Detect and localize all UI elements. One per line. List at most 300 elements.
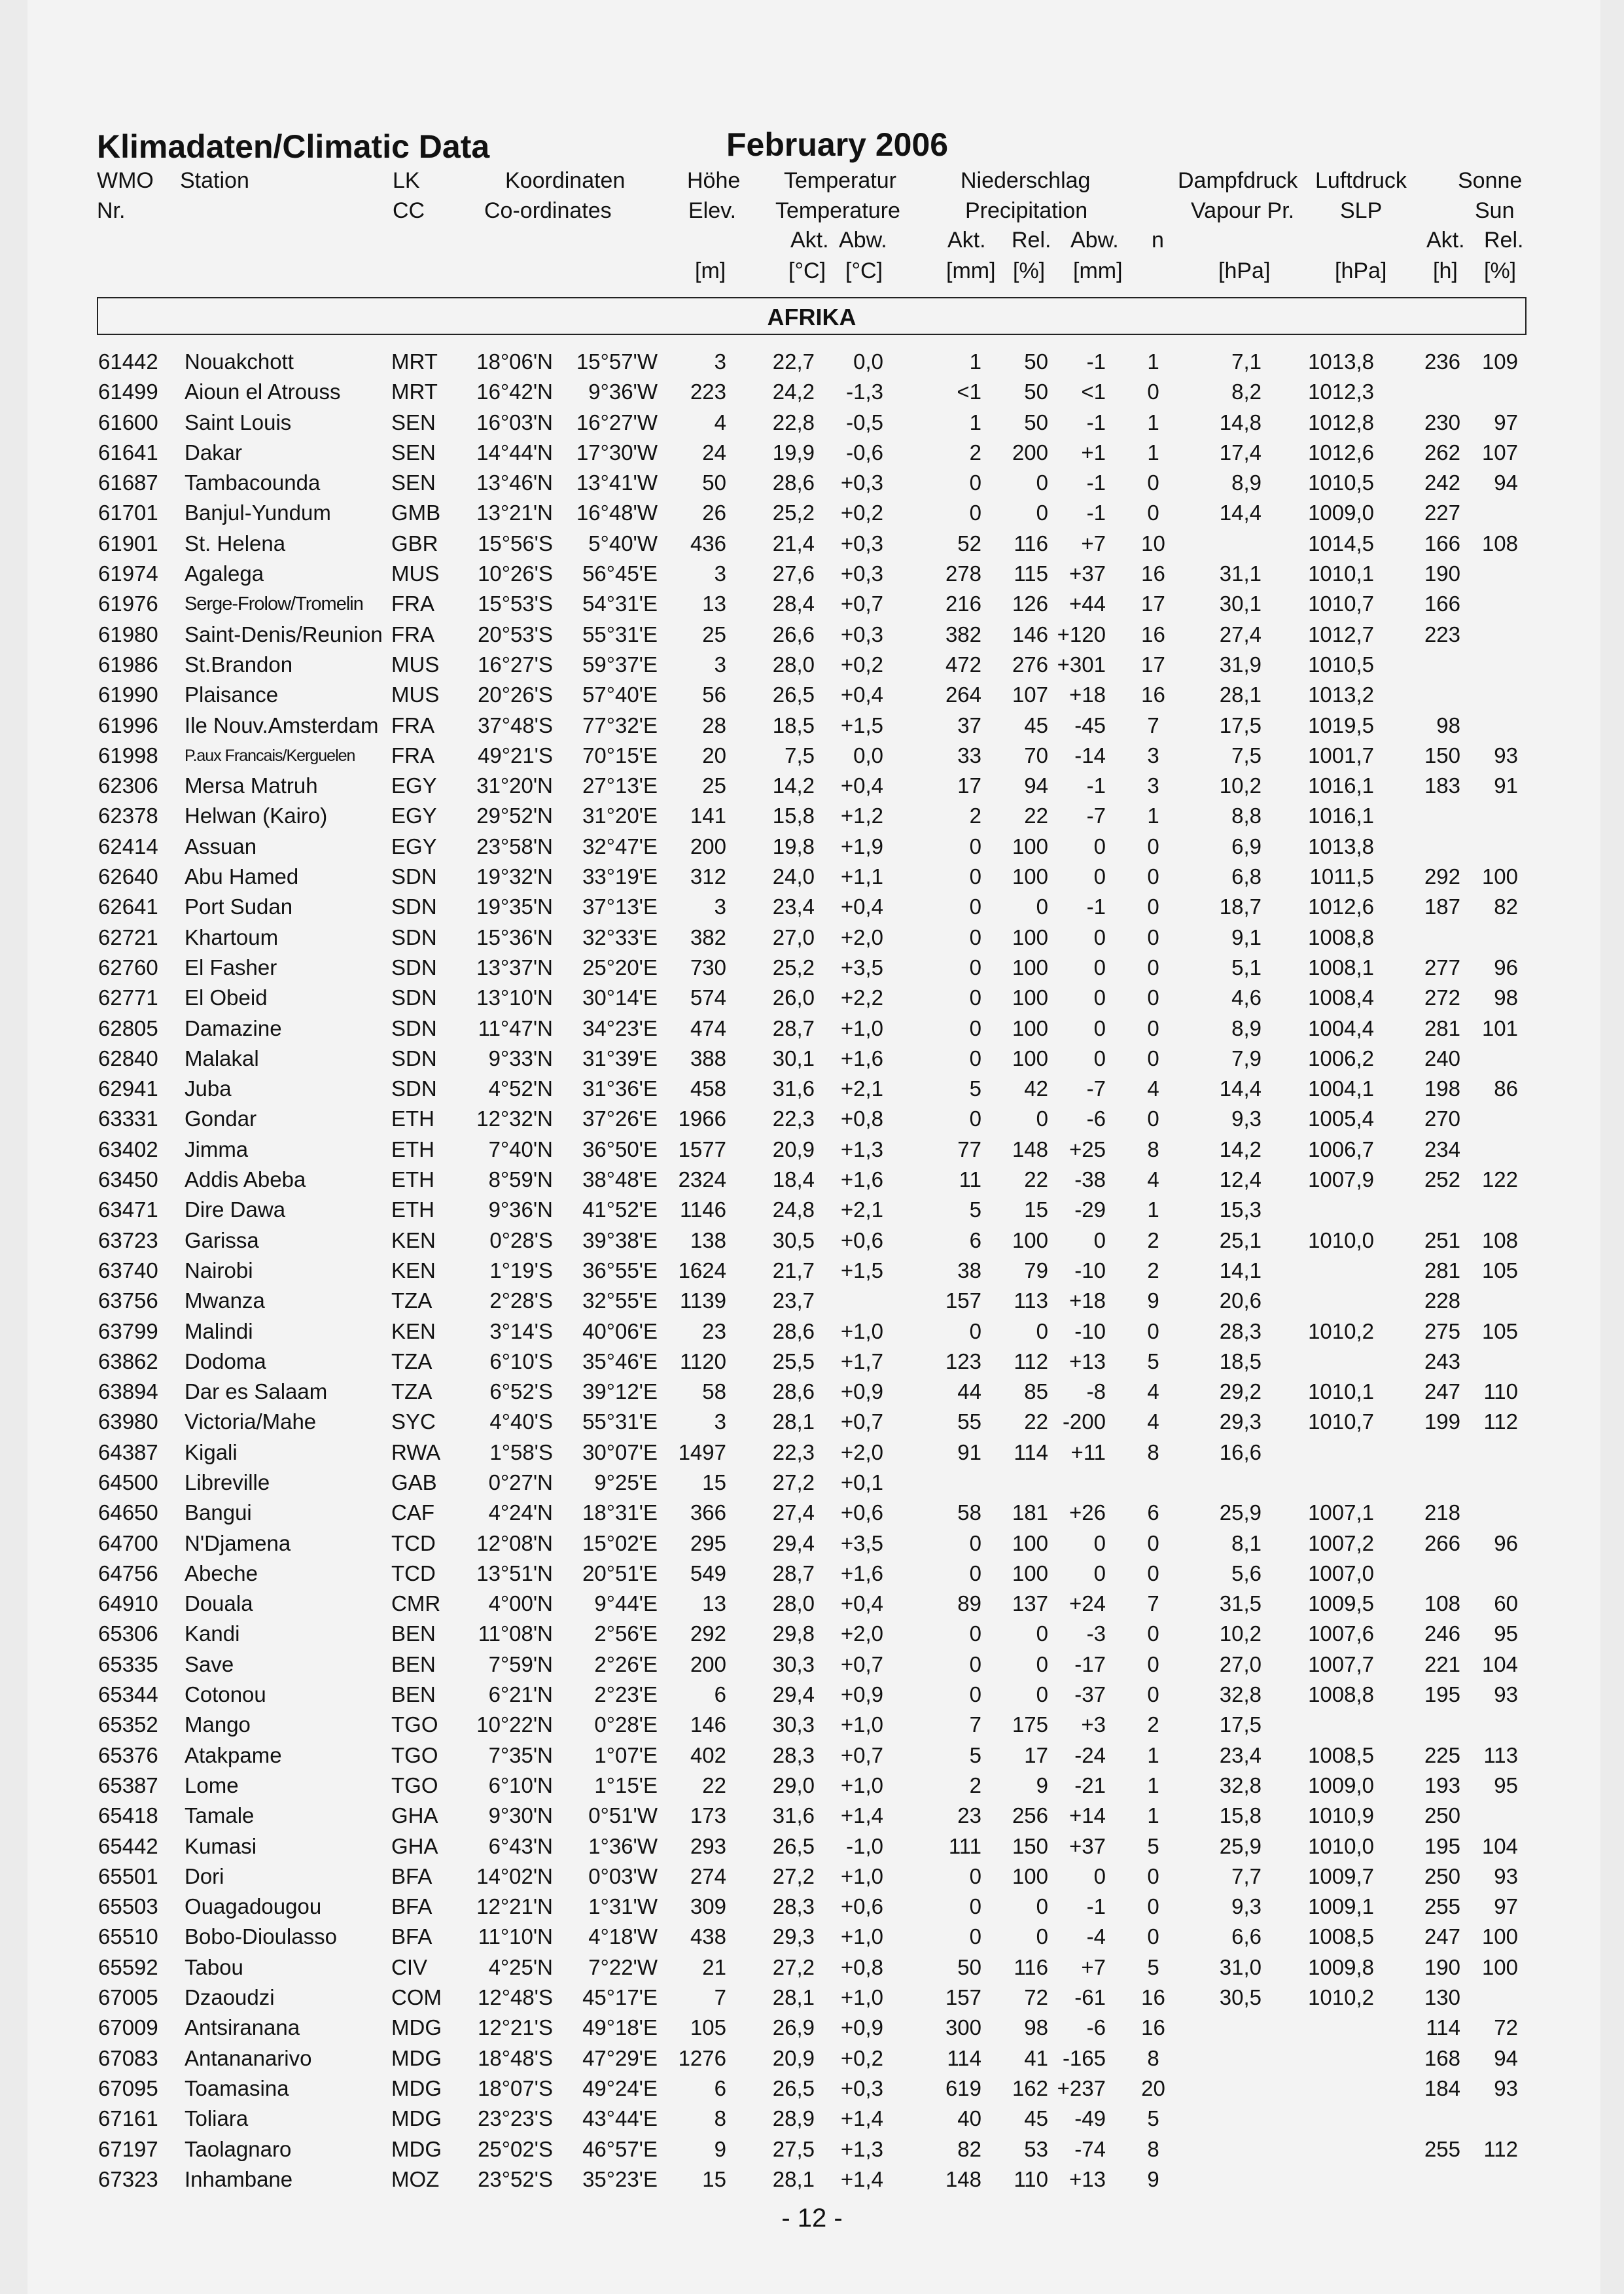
cell-lat: 7°40'N [488, 1137, 553, 1161]
cell-pa: +37 [1069, 561, 1106, 586]
cell-t: 28,0 [772, 1591, 815, 1616]
cell-slp: 1010,2 [1308, 1985, 1374, 2010]
cell-wmo: 64910 [98, 1591, 158, 1616]
cell-station: Antananarivo [185, 2045, 312, 2070]
cell-wmo: 62805 [98, 1015, 158, 1040]
cell-pr: 45 [1024, 713, 1048, 737]
cell-vp: 25,9 [1219, 1500, 1262, 1525]
table-row [0, 589, 1624, 619]
cell-cc: SDN [391, 864, 437, 889]
cell-p: 33 [957, 743, 981, 768]
cell-lat: 4°52'N [488, 1076, 553, 1101]
cell-vp: 7,7 [1231, 1863, 1262, 1888]
cell-p: 0 [969, 955, 981, 979]
cell-p: 0 [969, 1046, 981, 1070]
cell-vp: 14,1 [1219, 1258, 1262, 1282]
cell-slp: 1010,0 [1308, 1227, 1374, 1252]
cell-lat: 7°35'N [488, 1742, 553, 1767]
cell-slp: 1007,9 [1308, 1167, 1374, 1192]
cell-p: 0 [969, 1530, 981, 1555]
cell-station: Cotonou [185, 1682, 266, 1707]
cell-sun: 187 [1424, 894, 1460, 919]
cell-n: 0 [1147, 1924, 1159, 1949]
cell-vp: 30,1 [1219, 591, 1262, 616]
cell-lon: 59°37'E [582, 652, 658, 677]
cell-n: 1 [1147, 410, 1159, 434]
cell-ta: +1,1 [840, 864, 883, 889]
cell-cc: FRA [391, 622, 434, 646]
cell-sun: 247 [1424, 1924, 1460, 1949]
hdr-wmo: WMO [97, 168, 154, 193]
cell-vp: 17,5 [1219, 713, 1262, 737]
cell-wmo: 62760 [98, 955, 158, 979]
cell-lon: 31°20'E [582, 803, 658, 828]
cell-sr: 100 [1481, 1954, 1518, 1979]
cell-sr: 105 [1481, 1258, 1518, 1282]
cell-lat: 15°36'N [476, 925, 553, 949]
cell-lat: 12°48'S [478, 1985, 553, 2010]
table-row [0, 862, 1624, 892]
cell-wmo: 65592 [98, 1954, 158, 1979]
cell-lat: 1°19'S [489, 1258, 553, 1282]
cell-cc: COM [391, 1985, 442, 2010]
cell-pr: 17 [1024, 1742, 1048, 1767]
cell-sr: 108 [1481, 1227, 1518, 1252]
cell-wmo: 67161 [98, 2106, 158, 2131]
cell-pr: 53 [1024, 2136, 1048, 2161]
cell-pa: -61 [1074, 1985, 1106, 2010]
cell-cc: TGO [391, 1712, 438, 1737]
cell-ta: +0,8 [840, 1954, 883, 1979]
cell-cc: MDG [391, 2075, 442, 2100]
table-row [0, 1256, 1624, 1286]
cell-vp: 23,4 [1219, 1742, 1262, 1767]
hdr-temp-de: Temperatur [784, 168, 896, 193]
cell-n: 8 [1147, 2045, 1159, 2070]
cell-sr: 93 [1494, 743, 1518, 768]
cell-t: 19,9 [772, 440, 815, 465]
cell-wmo: 67009 [98, 2015, 158, 2040]
cell-ta: +0,3 [840, 622, 883, 646]
cell-n: 5 [1147, 2106, 1159, 2131]
cell-lat: 7°59'N [488, 1651, 553, 1676]
cell-ta: +0,9 [840, 1379, 883, 1404]
cell-elev: 292 [690, 1621, 726, 1646]
cell-pr: 116 [1014, 1954, 1048, 1979]
cell-elev: 26 [702, 501, 726, 525]
table-row [0, 1710, 1624, 1740]
cell-station: Abu Hamed [185, 864, 299, 889]
cell-elev: 50 [702, 470, 726, 495]
cell-pa: +7 [1081, 531, 1106, 556]
cell-t: 28,3 [772, 1894, 815, 1919]
cell-cc: BEN [391, 1682, 436, 1707]
cell-sr: 109 [1481, 349, 1518, 374]
cell-lon: 9°44'E [594, 1591, 658, 1616]
cell-wmo: 63471 [98, 1197, 158, 1222]
table-row [0, 1922, 1624, 1952]
cell-slp: 1010,5 [1308, 652, 1374, 677]
cell-station: Victoria/Mahe [185, 1409, 317, 1434]
cell-p: 0 [969, 501, 981, 525]
cell-wmo: 65510 [98, 1924, 158, 1949]
cell-lat: 18°07'S [478, 2075, 553, 2100]
hdr-akt-s: Akt. [1426, 228, 1465, 253]
cell-sun: 281 [1424, 1015, 1460, 1040]
cell-cc: TGO [391, 1742, 438, 1767]
cell-pr: 100 [1012, 1015, 1048, 1040]
cell-p: 7 [969, 1712, 981, 1737]
cell-n: 5 [1147, 1954, 1159, 1979]
cell-lat: 49°21'S [478, 743, 553, 768]
cell-ta: 0,0 [853, 743, 883, 768]
cell-sr: 97 [1494, 1894, 1518, 1919]
cell-station: Port Sudan [185, 894, 293, 919]
cell-slp: 1007,7 [1308, 1651, 1374, 1676]
cell-ta: +0,3 [840, 2075, 883, 2100]
cell-slp: 1010,1 [1308, 1379, 1374, 1404]
table-row [0, 650, 1624, 680]
cell-station: Kigali [185, 1439, 238, 1464]
cell-lat: 13°46'N [476, 470, 553, 495]
cell-lat: 9°36'N [488, 1197, 553, 1222]
table-row [0, 1983, 1624, 2013]
cell-elev: 1146 [680, 1197, 726, 1222]
cell-t: 30,5 [772, 1227, 815, 1252]
cell-pa: 0 [1093, 1561, 1106, 1585]
cell-slp: 1012,6 [1308, 894, 1374, 919]
table-row [0, 1619, 1624, 1649]
cell-ta: +1,4 [840, 2166, 883, 2191]
cell-cc: TZA [391, 1288, 432, 1313]
cell-wmo: 61980 [98, 622, 158, 646]
cell-wmo: 61600 [98, 410, 158, 434]
table-row [0, 529, 1624, 559]
cell-lat: 31°20'N [476, 773, 553, 798]
cell-pa: 0 [1093, 1046, 1106, 1070]
cell-elev: 3 [714, 894, 726, 919]
hdr-koord: Koordinaten [505, 168, 626, 193]
table-row [0, 1862, 1624, 1892]
cell-lon: 35°23'E [582, 2166, 658, 2191]
cell-ta: +1,6 [840, 1561, 883, 1585]
cell-sun: 108 [1424, 1591, 1460, 1616]
table-row [0, 1680, 1624, 1710]
cell-pr: 146 [1012, 622, 1048, 646]
cell-pr: 256 [1012, 1803, 1048, 1828]
cell-sun: 227 [1424, 501, 1460, 525]
cell-lat: 23°23'S [478, 2106, 553, 2131]
cell-slp: 1019,5 [1308, 713, 1374, 737]
cell-ta: +0,3 [840, 470, 883, 495]
cell-slp: 1010,5 [1308, 470, 1374, 495]
cell-pr: 113 [1014, 1288, 1048, 1313]
cell-cc: BFA [391, 1924, 432, 1949]
cell-vp: 8,1 [1231, 1530, 1262, 1555]
cell-lat: 4°40'S [489, 1409, 553, 1434]
cell-sr: 113 [1483, 1742, 1518, 1767]
cell-wmo: 61687 [98, 470, 158, 495]
cell-wmo: 61976 [98, 591, 158, 616]
table-row [0, 1195, 1624, 1225]
cell-pa: -6 [1086, 2015, 1106, 2040]
cell-n: 17 [1141, 591, 1165, 616]
cell-sun: 272 [1424, 985, 1460, 1010]
cell-lon: 27°13'E [582, 773, 658, 798]
cell-sr: 93 [1494, 2075, 1518, 2100]
cell-sun: 230 [1424, 410, 1460, 434]
cell-lat: 16°03'N [476, 410, 553, 434]
cell-pa: -165 [1062, 2045, 1106, 2070]
cell-p: 1 [969, 410, 981, 434]
cell-pa: -29 [1074, 1197, 1106, 1222]
cell-sun: 234 [1424, 1137, 1460, 1161]
table-row [0, 1589, 1624, 1619]
cell-station: Banjul-Yundum [185, 501, 331, 525]
cell-p: 0 [969, 864, 981, 889]
cell-p: 0 [969, 1682, 981, 1707]
cell-elev: 13 [702, 591, 726, 616]
cell-vp: 6,8 [1231, 864, 1262, 889]
cell-t: 20,9 [772, 2045, 815, 2070]
cell-lat: 19°35'N [476, 894, 553, 919]
cell-station: Mango [185, 1712, 251, 1737]
table-row [0, 953, 1624, 983]
cell-lat: 14°44'N [476, 440, 553, 465]
cell-lon: 2°26'E [594, 1651, 658, 1676]
cell-lon: 31°36'E [582, 1076, 658, 1101]
cell-wmo: 61701 [98, 501, 158, 525]
table-row [0, 620, 1624, 650]
cell-sr: 97 [1494, 410, 1518, 434]
cell-t: 26,5 [772, 2075, 815, 2100]
cell-cc: ETH [391, 1106, 434, 1131]
cell-station: Mersa Matruh [185, 773, 318, 798]
cell-station: Toamasina [185, 2075, 289, 2100]
cell-ta: +0,7 [840, 591, 883, 616]
cell-vp: 31,0 [1219, 1954, 1262, 1979]
cell-elev: 7 [714, 1985, 726, 2010]
cell-vp: 10,2 [1219, 773, 1262, 798]
cell-cc: TCD [391, 1530, 436, 1555]
cell-elev: 20 [702, 743, 726, 768]
cell-sr: 95 [1494, 1773, 1518, 1797]
cell-lat: 12°08'N [476, 1530, 553, 1555]
cell-n: 7 [1147, 1591, 1159, 1616]
cell-pa: 0 [1093, 985, 1106, 1010]
cell-pa: -7 [1086, 803, 1106, 828]
cell-n: 16 [1141, 682, 1165, 707]
cell-p: 11 [959, 1167, 981, 1192]
cell-pr: 0 [1036, 1318, 1048, 1343]
cell-elev: 6 [714, 1682, 726, 1707]
cell-lon: 49°24'E [582, 2075, 658, 2100]
hdr-n: n [1152, 228, 1164, 253]
cell-lat: 16°42'N [476, 379, 553, 404]
cell-slp: 1013,2 [1308, 682, 1374, 707]
cell-pr: 50 [1024, 410, 1048, 434]
cell-n: 0 [1147, 1682, 1159, 1707]
cell-station: Toliara [185, 2106, 249, 2131]
cell-pa: -21 [1074, 1773, 1106, 1797]
hdr-lk: LK [393, 168, 420, 193]
cell-sun: 246 [1424, 1621, 1460, 1646]
cell-station: Douala [185, 1591, 253, 1616]
cell-lon: 32°33'E [582, 925, 658, 949]
cell-t: 29,4 [772, 1682, 815, 1707]
cell-sun: 255 [1424, 1894, 1460, 1919]
cell-elev: 6 [714, 2075, 726, 2100]
cell-vp: 14,4 [1219, 1076, 1262, 1101]
cell-n: 0 [1147, 470, 1159, 495]
cell-ta: +2,0 [840, 925, 883, 949]
cell-pr: 9 [1036, 1773, 1048, 1797]
cell-elev: 9 [714, 2136, 726, 2161]
cell-vp: 10,2 [1219, 1621, 1262, 1646]
cell-elev: 22 [702, 1773, 726, 1797]
cell-t: 27,5 [772, 2136, 815, 2161]
cell-p: 23 [957, 1803, 981, 1828]
page-number: - 12 - [781, 2204, 843, 2232]
cell-wmo: 63894 [98, 1379, 158, 1404]
cell-elev: 3 [714, 561, 726, 586]
cell-p: 2 [969, 440, 981, 465]
cell-n: 0 [1147, 1318, 1159, 1343]
cell-cc: MUS [391, 652, 440, 677]
cell-pr: 175 [1012, 1712, 1048, 1737]
cell-pr: 100 [1012, 955, 1048, 979]
cell-vp: 17,4 [1219, 440, 1262, 465]
cell-sr: 108 [1481, 531, 1518, 556]
table-row [0, 1286, 1624, 1316]
cell-t: 25,2 [772, 955, 815, 979]
cell-station: Serge-Frolow/Tromelin [185, 593, 363, 615]
cell-ta: -0,5 [846, 410, 883, 434]
cell-slp: 1008,4 [1308, 985, 1374, 1010]
cell-pa: -10 [1074, 1318, 1106, 1343]
cell-elev: 200 [690, 834, 726, 858]
cell-p: 0 [969, 1106, 981, 1131]
cell-station: Dar es Salaam [185, 1379, 328, 1404]
cell-elev: 223 [690, 379, 726, 404]
cell-elev: 1139 [680, 1288, 726, 1313]
cell-pr: 115 [1014, 561, 1048, 586]
cell-vp: 4,6 [1231, 985, 1262, 1010]
cell-slp: 1009,5 [1308, 1591, 1374, 1616]
cell-t: 20,9 [772, 1137, 815, 1161]
table-row [0, 2013, 1624, 2043]
cell-sun: 183 [1424, 773, 1460, 798]
cell-slp: 1009,8 [1308, 1954, 1374, 1979]
cell-sun: 236 [1424, 349, 1460, 374]
cell-sun: 240 [1424, 1046, 1460, 1070]
cell-n: 16 [1141, 1985, 1165, 2010]
hdr-luft: Luftdruck [1315, 168, 1407, 193]
cell-vp: 30,5 [1219, 1985, 1262, 2010]
cell-station: Dori [185, 1863, 224, 1888]
cell-sr: 60 [1494, 1591, 1518, 1616]
cell-vp: 25,9 [1219, 1833, 1262, 1858]
cell-wmo: 63980 [98, 1409, 158, 1434]
cell-sr: 95 [1494, 1621, 1518, 1646]
cell-n: 0 [1147, 864, 1159, 889]
cell-wmo: 65306 [98, 1621, 158, 1646]
cell-lon: 0°28'E [594, 1712, 658, 1737]
cell-t: 18,4 [772, 1167, 815, 1192]
cell-p: 300 [945, 2015, 981, 2040]
cell-p: 114 [947, 2045, 981, 2070]
cell-p: 17 [957, 773, 981, 798]
cell-pa: <1 [1081, 379, 1106, 404]
cell-lon: 13°41'W [576, 470, 658, 495]
cell-ta: +0,7 [840, 1742, 883, 1767]
cell-station: Atakpame [185, 1742, 282, 1767]
cell-slp: 1004,1 [1308, 1076, 1374, 1101]
cell-sr: 104 [1481, 1833, 1518, 1858]
cell-station: Lome [185, 1773, 239, 1797]
cell-slp: 1014,5 [1308, 531, 1374, 556]
table-row [0, 1407, 1624, 1437]
cell-t: 28,6 [772, 1379, 815, 1404]
cell-pr: 100 [1012, 1046, 1048, 1070]
cell-t: 28,1 [772, 1985, 815, 2010]
table-row [0, 771, 1624, 801]
cell-slp: 1012,8 [1308, 410, 1374, 434]
cell-pr: 70 [1024, 743, 1048, 768]
cell-elev: 105 [690, 2015, 726, 2040]
cell-t: 7,5 [785, 743, 815, 768]
cell-elev: 25 [702, 773, 726, 798]
cell-ta: +1,0 [840, 1318, 883, 1343]
cell-wmo: 62378 [98, 803, 158, 828]
cell-pa: +37 [1069, 1833, 1106, 1858]
cell-lat: 25°02'S [478, 2136, 553, 2161]
cell-station: Jimma [185, 1137, 249, 1161]
cell-pr: 41 [1024, 2045, 1048, 2070]
cell-sr: 122 [1481, 1167, 1518, 1192]
cell-n: 2 [1147, 1258, 1159, 1282]
cell-ta: +2,1 [840, 1197, 883, 1222]
table-row [0, 1650, 1624, 1680]
cell-p: 40 [957, 2106, 981, 2131]
cell-t: 31,6 [772, 1803, 815, 1828]
table-row [0, 1498, 1624, 1528]
cell-lon: 16°27'W [576, 410, 658, 434]
cell-p: 0 [969, 470, 981, 495]
cell-t: 23,4 [772, 894, 815, 919]
table-row [0, 347, 1624, 377]
cell-lon: 41°52'E [582, 1197, 658, 1222]
cell-sun: 251 [1424, 1227, 1460, 1252]
cell-wmo: 61641 [98, 440, 158, 465]
cell-lon: 5°40'W [588, 531, 658, 556]
cell-cc: EGY [391, 834, 437, 858]
cell-vp: 7,5 [1231, 743, 1262, 768]
cell-elev: 458 [690, 1076, 726, 1101]
cell-elev: 549 [690, 1561, 726, 1585]
cell-station: Tabou [185, 1954, 243, 1979]
cell-vp: 27,4 [1219, 622, 1262, 646]
cell-cc: SDN [391, 894, 437, 919]
cell-sun: 243 [1424, 1349, 1460, 1373]
cell-elev: 15 [702, 1470, 726, 1494]
cell-p: 91 [957, 1439, 981, 1464]
cell-station: Taolagnaro [185, 2136, 292, 2161]
cell-ta: +0,7 [840, 1409, 883, 1434]
cell-elev: 474 [690, 1015, 726, 1040]
report-month: February 2006 [726, 126, 949, 163]
cell-elev: 25 [702, 622, 726, 646]
